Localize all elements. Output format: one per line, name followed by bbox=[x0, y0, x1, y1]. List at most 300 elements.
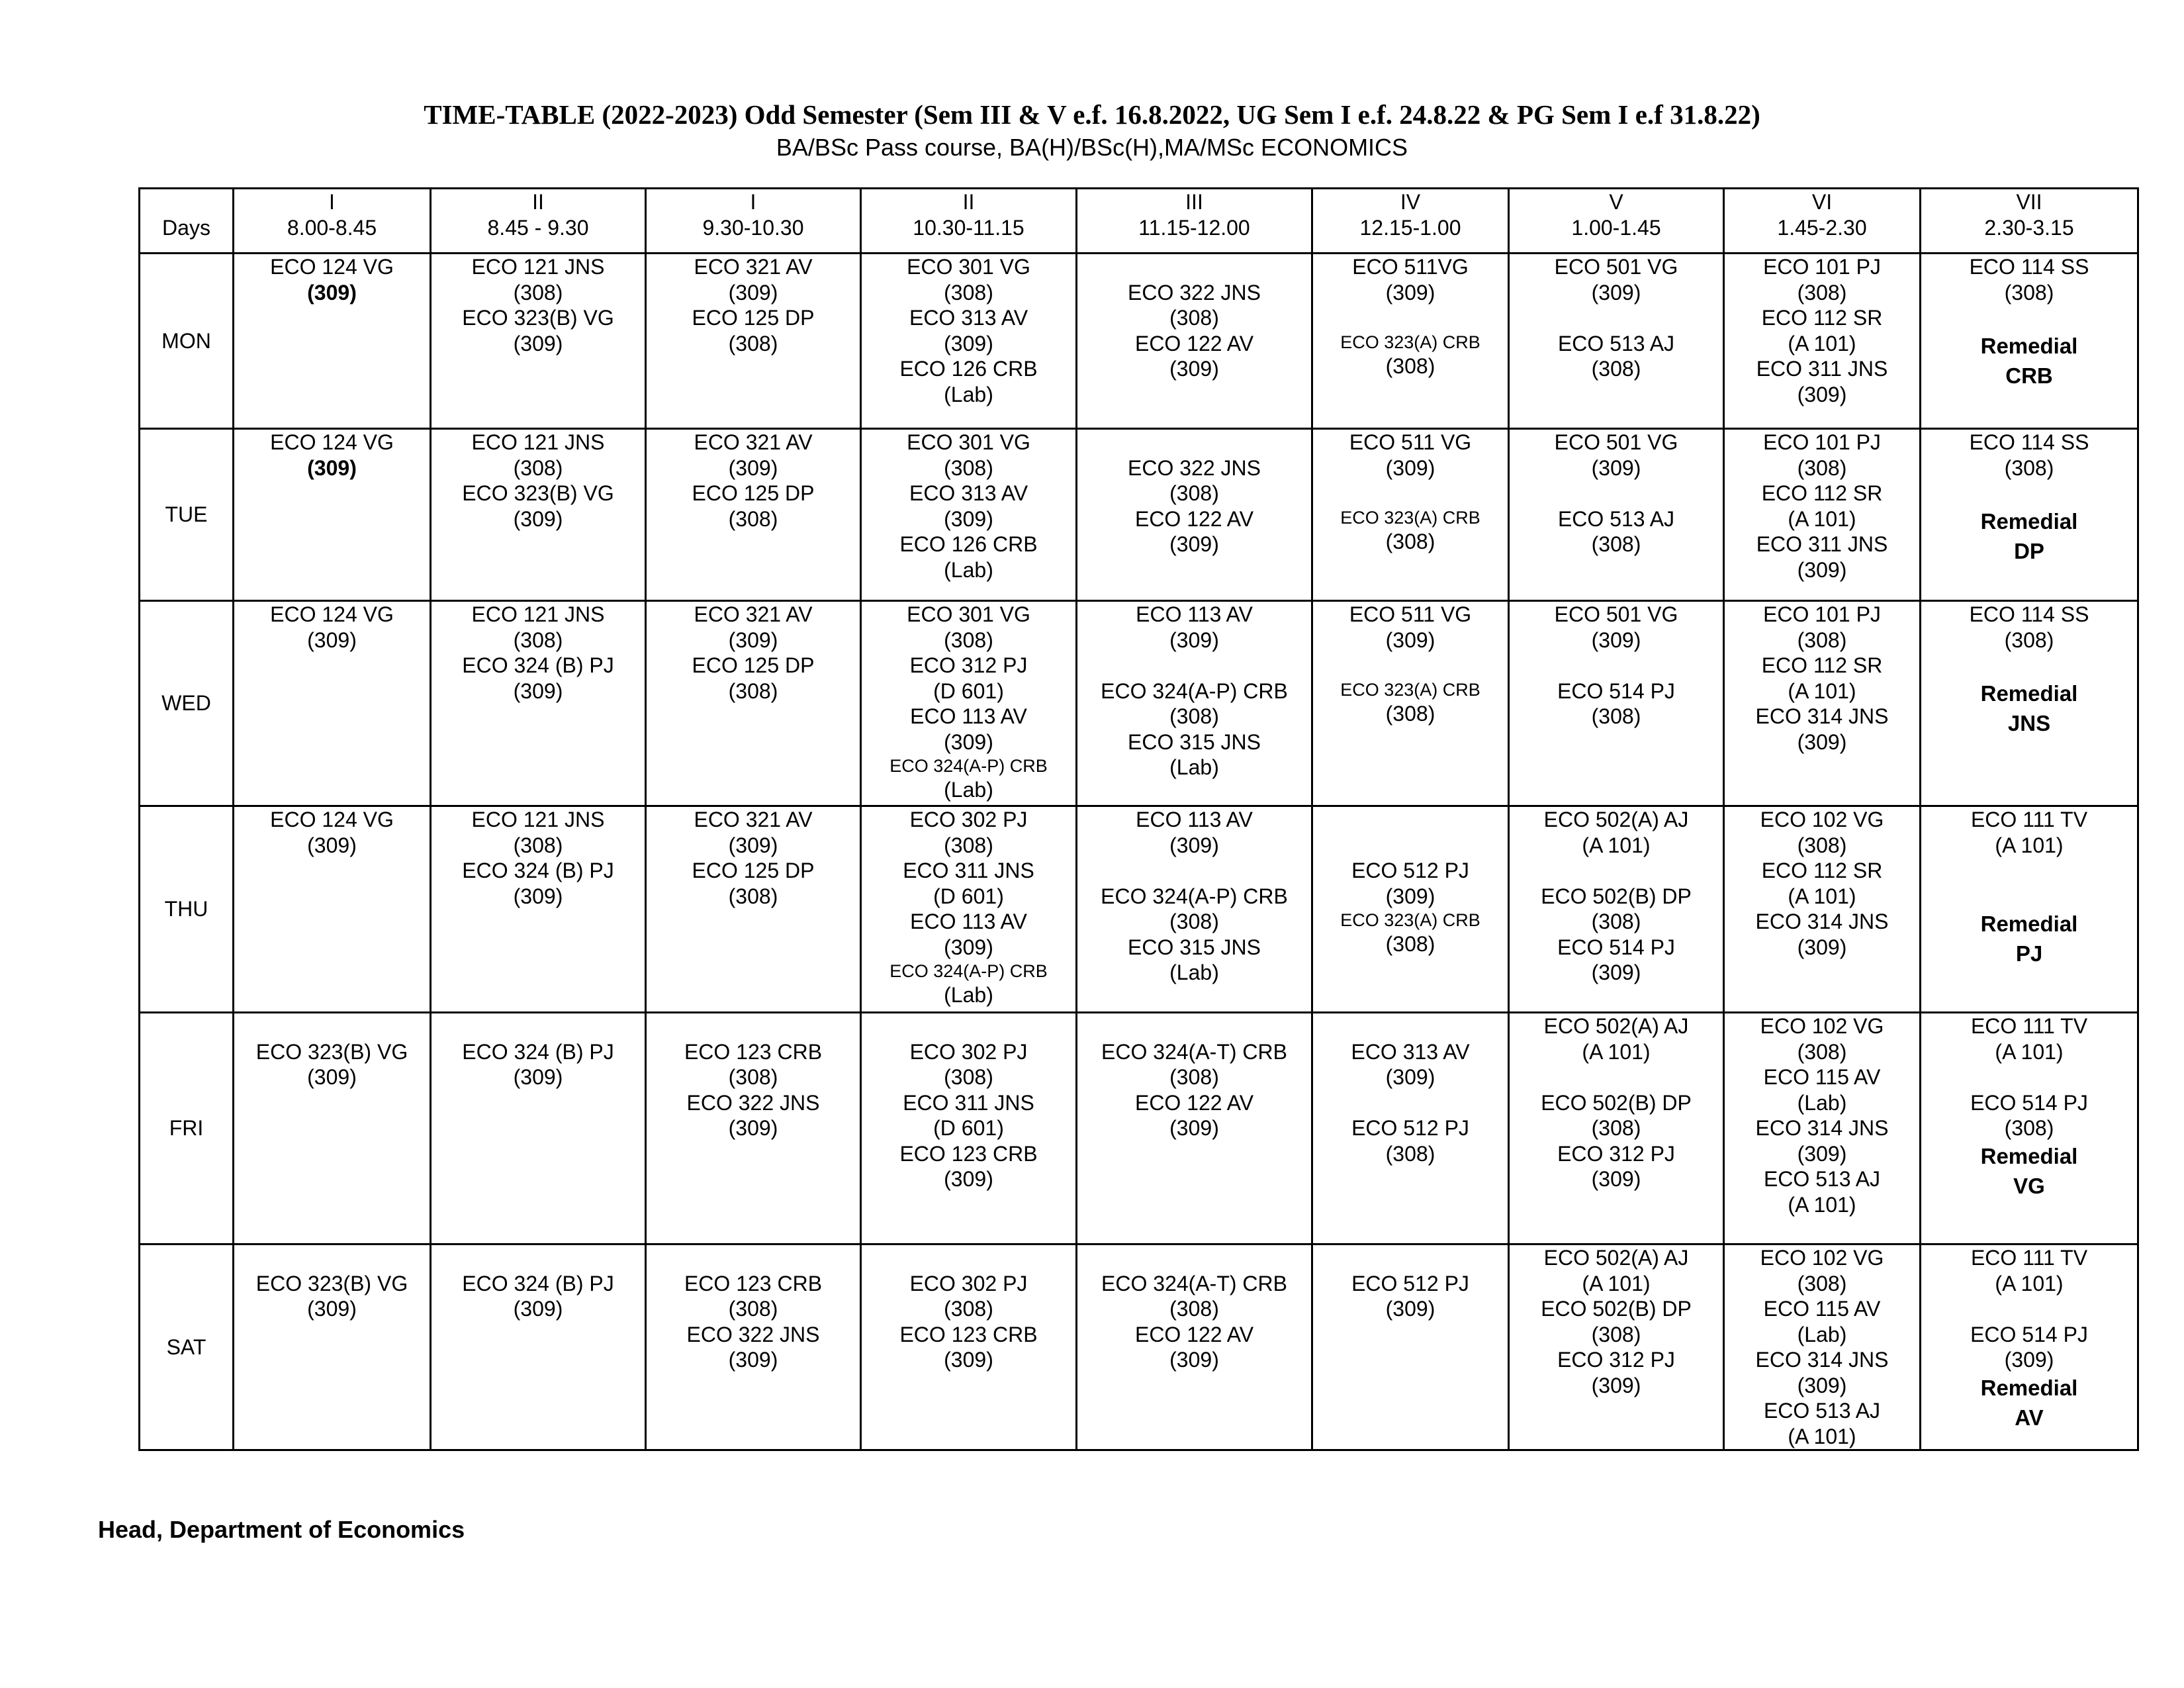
room-label: (308) bbox=[1385, 932, 1435, 956]
course-entry: ECO 513 AJ bbox=[1557, 331, 1675, 355]
course-entry: ECO 502(A) AJ bbox=[1543, 808, 1689, 831]
course-entry: ECO 301 VG bbox=[907, 430, 1030, 454]
remedial-teacher: VG bbox=[2013, 1173, 2045, 1198]
room-label: (Lab) bbox=[1797, 1322, 1847, 1346]
course-entry: ECO 112 SR bbox=[1761, 481, 1883, 505]
slot-cell bbox=[1077, 429, 1312, 601]
room-label: (308) bbox=[728, 679, 778, 703]
room-label: (308) bbox=[1385, 701, 1435, 726]
room-label: (308) bbox=[1797, 628, 1847, 652]
slot-cell bbox=[1312, 1013, 1509, 1244]
course-entry: ECO 323(A) CRB bbox=[1340, 507, 1480, 528]
course-entry: ECO 312 PJ bbox=[1557, 1141, 1675, 1166]
slot-cell bbox=[1921, 1244, 2138, 1450]
course-entry: ECO 123 CRB bbox=[899, 1141, 1038, 1166]
blank-line bbox=[1313, 1090, 1508, 1116]
room-label: (308) bbox=[513, 280, 563, 305]
course-entry: ECO 324(A-T) CRB bbox=[1101, 1039, 1287, 1064]
slot-cell bbox=[431, 806, 646, 1013]
room-label: (308) bbox=[1591, 1116, 1641, 1140]
blank-line bbox=[1921, 305, 2137, 331]
room-label: (308) bbox=[1797, 280, 1847, 305]
slot-cell bbox=[1077, 601, 1312, 806]
slot-cell bbox=[646, 429, 861, 601]
room-label: (309) bbox=[1385, 628, 1435, 652]
room-label: (A 101) bbox=[1788, 679, 1856, 703]
room-label: (308) bbox=[2004, 280, 2054, 305]
room-label: (A 101) bbox=[1788, 884, 1856, 908]
remedial-label: Remedial bbox=[1980, 912, 2078, 936]
room-label: (309) bbox=[1169, 833, 1219, 857]
course-entry: ECO 312 PJ bbox=[909, 653, 1028, 677]
room-label: (308) bbox=[2004, 1116, 2054, 1140]
page-title: TIME-TABLE (2022-2023) Odd Semester (Sem III & V e.f. 16.8.2022, UG Sem I e.f. 24.8.22 & PG Sem I e.f 31.8.22) bbox=[424, 99, 1760, 130]
slot-cell bbox=[431, 1013, 646, 1244]
course-entry: ECO 514 PJ bbox=[1557, 935, 1675, 959]
course-entry: ECO 111 TV bbox=[1970, 1014, 2088, 1038]
blank-line bbox=[1510, 1064, 1723, 1090]
room-label: (309) bbox=[2004, 1348, 2054, 1372]
course-entry: ECO 123 CRB bbox=[684, 1271, 823, 1295]
room-label: (308) bbox=[728, 884, 778, 908]
remedial-teacher: JNS bbox=[2007, 710, 2051, 735]
period-header-cell bbox=[861, 189, 1077, 254]
room-label: (308) bbox=[728, 1297, 778, 1321]
course-entry: ECO 324(A-P) CRB bbox=[1101, 679, 1288, 703]
course-entry: ECO 101 PJ bbox=[1763, 602, 1881, 626]
period-header-cell bbox=[1312, 189, 1509, 254]
room-label: (309) bbox=[728, 455, 778, 480]
course-entry: ECO 124 VG bbox=[270, 430, 394, 454]
course-entry: ECO 314 JNS bbox=[1755, 1116, 1889, 1140]
blank-line bbox=[1313, 481, 1508, 506]
room-label: (D 601) bbox=[933, 679, 1004, 703]
course-entry: ECO 111 TV bbox=[1970, 808, 2088, 831]
room-label: (308) bbox=[1591, 704, 1641, 728]
blank-line bbox=[1077, 858, 1311, 884]
slot-cell bbox=[646, 1013, 861, 1244]
room-label: (309) bbox=[513, 1065, 563, 1089]
slot-cell bbox=[646, 806, 861, 1013]
day-label: MON bbox=[140, 254, 234, 429]
day-label: TUE bbox=[140, 429, 234, 601]
room-label: (308) bbox=[513, 833, 563, 857]
room-label: (308) bbox=[728, 1065, 778, 1089]
room-label: (D 601) bbox=[933, 884, 1004, 908]
room-label: (309) bbox=[728, 280, 778, 305]
course-entry: ECO 113 AV bbox=[1136, 602, 1253, 626]
course-entry: ECO 511 VG bbox=[1349, 602, 1472, 626]
slot-cell bbox=[431, 254, 646, 429]
room-label: (A 101) bbox=[1995, 1271, 2064, 1295]
course-entry: ECO 126 CRB bbox=[899, 357, 1038, 381]
course-entry: ECO 501 VG bbox=[1554, 430, 1678, 454]
course-entry: ECO 321 AV bbox=[694, 255, 813, 279]
room-label: (309) bbox=[513, 1297, 563, 1321]
room-label: (308) bbox=[1385, 1141, 1435, 1166]
blank-line bbox=[1077, 254, 1311, 280]
slot-cell bbox=[234, 1244, 431, 1450]
period-header-cell bbox=[234, 189, 431, 254]
course-entry: ECO 314 JNS bbox=[1755, 1348, 1889, 1372]
course-entry: ECO 324(A-P) CRB bbox=[1101, 884, 1288, 908]
slot-cell bbox=[1724, 1244, 1921, 1450]
period-number: III bbox=[1185, 190, 1203, 214]
slot-cell bbox=[234, 254, 431, 429]
room-label: (309) bbox=[307, 628, 357, 652]
course-entry: ECO 512 PJ bbox=[1351, 1116, 1469, 1140]
period-number: II bbox=[532, 190, 544, 214]
course-entry: ECO 121 JNS bbox=[471, 430, 605, 454]
timetable bbox=[138, 187, 2139, 1451]
course-entry: ECO 322 JNS bbox=[686, 1090, 820, 1115]
room-label: (308) bbox=[1591, 1322, 1641, 1346]
blank-line bbox=[1921, 884, 2137, 910]
remedial-teacher: PJ bbox=[2015, 941, 2043, 966]
remedial-label: Remedial bbox=[1980, 333, 2078, 358]
room-label: (308) bbox=[513, 628, 563, 652]
slot-cell bbox=[431, 601, 646, 806]
blank-line bbox=[1921, 481, 2137, 506]
room-label: (308) bbox=[1591, 357, 1641, 381]
course-entry: ECO 323(A) CRB bbox=[1340, 332, 1480, 352]
room-label: (A 101) bbox=[1788, 1424, 1856, 1448]
course-entry: ECO 324(A-P) CRB bbox=[889, 756, 1048, 776]
course-entry: ECO 511 VG bbox=[1349, 430, 1472, 454]
course-entry: ECO 312 PJ bbox=[1557, 1348, 1675, 1372]
room-label: (309) bbox=[1797, 382, 1847, 406]
course-entry: ECO 114 SS bbox=[1969, 255, 2089, 279]
room-label: (A 101) bbox=[1582, 1039, 1651, 1064]
course-entry: ECO 313 AV bbox=[909, 306, 1028, 330]
room-label: (309) bbox=[1797, 729, 1847, 754]
slot-cell bbox=[1509, 806, 1724, 1013]
course-entry: ECO 122 AV bbox=[1134, 331, 1254, 355]
room-label: (308) bbox=[1797, 1271, 1847, 1295]
course-entry: ECO 123 CRB bbox=[684, 1039, 823, 1064]
course-entry: ECO 311 JNS bbox=[903, 859, 1034, 882]
room-label: (309) bbox=[1591, 1373, 1641, 1397]
remedial-label: Remedial bbox=[1980, 1143, 2078, 1168]
day-label: WED bbox=[140, 601, 234, 806]
course-entry: ECO 311 JNS bbox=[1756, 532, 1888, 556]
course-entry: ECO 512 PJ bbox=[1351, 859, 1469, 882]
slot-cell bbox=[646, 1244, 861, 1450]
room-label: (309) bbox=[1591, 280, 1641, 305]
course-entry: ECO 114 SS bbox=[1969, 430, 2089, 454]
slot-cell bbox=[861, 429, 1077, 601]
room-label: (Lab) bbox=[944, 778, 993, 802]
course-entry: ECO 513 AJ bbox=[1763, 1399, 1881, 1423]
course-entry: ECO 323(A) CRB bbox=[1340, 910, 1480, 930]
slot-cell bbox=[1921, 254, 2138, 429]
slot-cell bbox=[1077, 254, 1312, 429]
course-entry: ECO 113 AV bbox=[910, 704, 1027, 728]
slot-cell bbox=[1509, 1013, 1724, 1244]
remedial-label: Remedial bbox=[1980, 508, 2078, 534]
course-entry: ECO 121 JNS bbox=[471, 602, 605, 626]
room-label: (308) bbox=[728, 331, 778, 355]
room-label: (Lab) bbox=[944, 557, 993, 582]
course-entry: ECO 115 AV bbox=[1763, 1065, 1881, 1089]
blank-line bbox=[1510, 481, 1723, 506]
blank-line bbox=[1313, 833, 1508, 859]
remedial-teacher: AV bbox=[2015, 1405, 2044, 1430]
course-entry: ECO 513 AJ bbox=[1557, 506, 1675, 531]
slot-cell bbox=[1724, 1013, 1921, 1244]
period-header-cell bbox=[1509, 189, 1724, 254]
period-number: V bbox=[1609, 190, 1623, 214]
room-label: (A 101) bbox=[1995, 1039, 2064, 1064]
room-label: (308) bbox=[1169, 704, 1219, 728]
course-entry: ECO 102 VG bbox=[1760, 1246, 1884, 1270]
room-label: (309) bbox=[728, 1348, 778, 1372]
room-label: (309) bbox=[944, 729, 993, 754]
course-entry: ECO 313 AV bbox=[1351, 1039, 1470, 1064]
course-entry: ECO 122 AV bbox=[1134, 1322, 1254, 1346]
course-entry: ECO 321 AV bbox=[694, 808, 813, 831]
day-row bbox=[140, 806, 2138, 1013]
course-entry: ECO 513 AJ bbox=[1763, 1167, 1881, 1191]
room-label: (309) bbox=[944, 331, 993, 355]
slot-cell bbox=[861, 1244, 1077, 1450]
days-header-label: Days bbox=[162, 215, 210, 240]
slot-cell bbox=[1724, 601, 1921, 806]
course-entry: ECO 121 JNS bbox=[471, 808, 605, 831]
period-header-cell bbox=[1921, 189, 2138, 254]
course-entry: ECO 124 VG bbox=[270, 255, 394, 279]
course-entry: ECO 302 PJ bbox=[909, 1271, 1028, 1295]
room-label: (308) bbox=[1385, 353, 1435, 378]
blank-line bbox=[1510, 858, 1723, 884]
course-entry: ECO 125 DP bbox=[692, 306, 815, 330]
room-label: (A 101) bbox=[1788, 331, 1856, 355]
course-entry: ECO 502(B) DP bbox=[1541, 884, 1692, 908]
room-label: (308) bbox=[1169, 910, 1219, 933]
period-time: 8.00-8.45 bbox=[287, 215, 377, 240]
day-row bbox=[140, 601, 2138, 806]
room-label: (308) bbox=[1797, 833, 1847, 857]
course-entry: ECO 112 SR bbox=[1761, 653, 1883, 677]
course-entry: ECO 502(B) DP bbox=[1541, 1090, 1692, 1115]
blank-line bbox=[1313, 305, 1508, 331]
course-entry: ECO 125 DP bbox=[692, 859, 815, 882]
room-label: (D 601) bbox=[933, 1116, 1004, 1140]
course-entry: ECO 125 DP bbox=[692, 653, 815, 677]
room-label: (308) bbox=[1169, 1297, 1219, 1321]
course-entry: ECO 323(A) CRB bbox=[1340, 679, 1480, 700]
course-entry: ECO 113 AV bbox=[910, 910, 1027, 933]
room-label: (309) bbox=[307, 1297, 357, 1321]
slot-cell bbox=[1509, 1244, 1724, 1450]
slot-cell bbox=[1921, 806, 2138, 1013]
course-entry: ECO 301 VG bbox=[907, 255, 1030, 279]
period-number: I bbox=[750, 190, 756, 214]
slot-cell bbox=[1509, 601, 1724, 806]
course-entry: ECO 511VG bbox=[1352, 255, 1469, 279]
period-time: 12.15-1.00 bbox=[1359, 215, 1461, 240]
room-label: (309) bbox=[1591, 1167, 1641, 1191]
day-row bbox=[140, 1244, 2138, 1450]
room-label: (309) bbox=[1385, 884, 1435, 908]
period-header-cell bbox=[431, 189, 646, 254]
slot-cell bbox=[861, 254, 1077, 429]
slot-cell bbox=[861, 806, 1077, 1013]
course-entry: ECO 321 AV bbox=[694, 602, 813, 626]
day-label: THU bbox=[140, 806, 234, 1013]
period-header-cell bbox=[646, 189, 861, 254]
course-entry: ECO 121 JNS bbox=[471, 255, 605, 279]
period-header-cell bbox=[1724, 189, 1921, 254]
days-header-cell bbox=[140, 189, 234, 254]
period-number: VI bbox=[1811, 190, 1833, 214]
course-entry: ECO 114 SS bbox=[1969, 602, 2089, 626]
room-label: (308) bbox=[513, 455, 563, 480]
room-label: (308) bbox=[1591, 910, 1641, 933]
course-entry: ECO 315 JNS bbox=[1128, 729, 1261, 754]
room-label: (309) bbox=[513, 884, 563, 908]
period-time: 8.45 - 9.30 bbox=[487, 215, 589, 240]
course-entry: ECO 502(A) AJ bbox=[1543, 1014, 1689, 1038]
room-label: (309) bbox=[307, 833, 357, 857]
room-label: (309) bbox=[1169, 357, 1219, 381]
course-entry: ECO 111 TV bbox=[1970, 1246, 2088, 1270]
slot-cell bbox=[234, 1013, 431, 1244]
course-entry: ECO 314 JNS bbox=[1755, 910, 1889, 933]
room-label: (309) bbox=[1591, 455, 1641, 480]
slot-cell bbox=[234, 429, 431, 601]
room-label: (308) bbox=[2004, 628, 2054, 652]
room-label: (309) bbox=[1169, 1348, 1219, 1372]
room-label: (308) bbox=[2004, 455, 2054, 480]
day-label: SAT bbox=[140, 1244, 234, 1450]
room-label: (A 101) bbox=[1788, 1192, 1856, 1217]
slot-cell bbox=[861, 601, 1077, 806]
blank-line bbox=[1313, 653, 1508, 679]
room-label: (309) bbox=[1385, 1065, 1435, 1089]
slot-cell bbox=[1921, 1013, 2138, 1244]
course-entry: ECO 323(B) VG bbox=[255, 1039, 408, 1064]
room-label: (309) bbox=[307, 1065, 357, 1089]
room-label: (308) bbox=[1591, 532, 1641, 556]
course-entry: ECO 514 PJ bbox=[1970, 1090, 2088, 1115]
period-number: II bbox=[962, 190, 975, 214]
slot-cell bbox=[861, 1013, 1077, 1244]
period-time: 2.30-3.15 bbox=[1984, 215, 2074, 240]
course-entry: ECO 323(B) VG bbox=[462, 306, 614, 330]
room-label: (309) bbox=[728, 628, 778, 652]
course-entry: ECO 322 JNS bbox=[1128, 280, 1261, 305]
course-entry: ECO 311 JNS bbox=[1756, 357, 1888, 381]
slot-cell bbox=[431, 1244, 646, 1450]
course-entry: ECO 324(A-P) CRB bbox=[889, 961, 1048, 981]
course-entry: ECO 502(B) DP bbox=[1541, 1297, 1692, 1321]
room-label: (308) bbox=[1169, 481, 1219, 505]
remedial-teacher: CRB bbox=[2005, 363, 2053, 388]
room-label: (309) bbox=[1169, 1116, 1219, 1140]
course-entry: ECO 324(A-T) CRB bbox=[1101, 1271, 1287, 1295]
slot-cell bbox=[1077, 1244, 1312, 1450]
room-label: (309) bbox=[728, 833, 778, 857]
slot-cell bbox=[1921, 601, 2138, 806]
course-entry: ECO 323(B) VG bbox=[462, 481, 614, 505]
course-entry: ECO 323(B) VG bbox=[255, 1271, 408, 1295]
course-entry: ECO 101 PJ bbox=[1763, 430, 1881, 454]
room-label: (309) bbox=[513, 331, 563, 355]
course-entry: ECO 315 JNS bbox=[1128, 935, 1261, 959]
slot-cell bbox=[1509, 254, 1724, 429]
slot-cell bbox=[1312, 429, 1509, 601]
course-entry: ECO 514 PJ bbox=[1970, 1322, 2088, 1346]
blank-line bbox=[1921, 653, 2137, 679]
room-label: (A 101) bbox=[1788, 506, 1856, 531]
slot-cell bbox=[234, 601, 431, 806]
course-entry: ECO 324 (B) PJ bbox=[462, 1271, 614, 1295]
room-label: (A 101) bbox=[1995, 833, 2064, 857]
slot-cell bbox=[1312, 806, 1509, 1013]
room-label: (Lab) bbox=[1169, 755, 1219, 779]
course-entry: ECO 102 VG bbox=[1760, 808, 1884, 831]
course-entry: ECO 102 VG bbox=[1760, 1014, 1884, 1038]
page-subtitle: BA/BSc Pass course, BA(H)/BSc(H),MA/MSc ECONOMICS bbox=[776, 134, 1408, 161]
blank-line bbox=[1077, 653, 1311, 679]
room-label: (Lab) bbox=[1169, 961, 1219, 984]
room-label: (Lab) bbox=[944, 983, 993, 1007]
room-label: (309) bbox=[1591, 628, 1641, 652]
slot-cell bbox=[1724, 254, 1921, 429]
room-label: (309) bbox=[1797, 557, 1847, 582]
day-row bbox=[140, 1013, 2138, 1244]
room-label: (309) bbox=[944, 1167, 993, 1191]
course-entry: ECO 324 (B) PJ bbox=[462, 859, 614, 882]
remedial-label: Remedial bbox=[1980, 1375, 2078, 1400]
slot-cell bbox=[1724, 429, 1921, 601]
course-entry: ECO 113 AV bbox=[1136, 808, 1253, 831]
course-entry: ECO 324 (B) PJ bbox=[462, 1039, 614, 1064]
slot-cell bbox=[1724, 806, 1921, 1013]
room-label: (A 101) bbox=[1582, 1271, 1651, 1295]
period-header-cell bbox=[1077, 189, 1312, 254]
room-label: (308) bbox=[1169, 306, 1219, 330]
course-entry: ECO 124 VG bbox=[270, 808, 394, 831]
blank-line bbox=[1510, 653, 1723, 679]
room-label: (309) bbox=[1169, 532, 1219, 556]
course-entry: ECO 115 AV bbox=[1763, 1297, 1881, 1321]
period-number: VII bbox=[2016, 190, 2042, 214]
room-label: (309) bbox=[307, 455, 357, 480]
slot-cell bbox=[1921, 429, 2138, 601]
room-label: (309) bbox=[944, 506, 993, 531]
blank-line bbox=[1921, 1296, 2137, 1322]
period-time: 1.45-2.30 bbox=[1777, 215, 1867, 240]
course-entry: ECO 125 DP bbox=[692, 481, 815, 505]
course-entry: ECO 311 JNS bbox=[903, 1090, 1034, 1115]
slot-cell bbox=[1312, 601, 1509, 806]
slot-cell bbox=[1312, 254, 1509, 429]
room-label: (308) bbox=[944, 280, 993, 305]
room-label: (308) bbox=[944, 628, 993, 652]
room-label: (308) bbox=[944, 455, 993, 480]
day-row bbox=[140, 429, 2138, 601]
slot-cell bbox=[1312, 1244, 1509, 1450]
course-entry: ECO 126 CRB bbox=[899, 532, 1038, 556]
course-entry: ECO 514 PJ bbox=[1557, 679, 1675, 703]
room-label: (309) bbox=[1385, 1297, 1435, 1321]
room-label: (309) bbox=[944, 1348, 993, 1372]
remedial-label: Remedial bbox=[1980, 680, 2078, 706]
course-entry: ECO 501 VG bbox=[1554, 255, 1678, 279]
room-label: (308) bbox=[1385, 529, 1435, 553]
